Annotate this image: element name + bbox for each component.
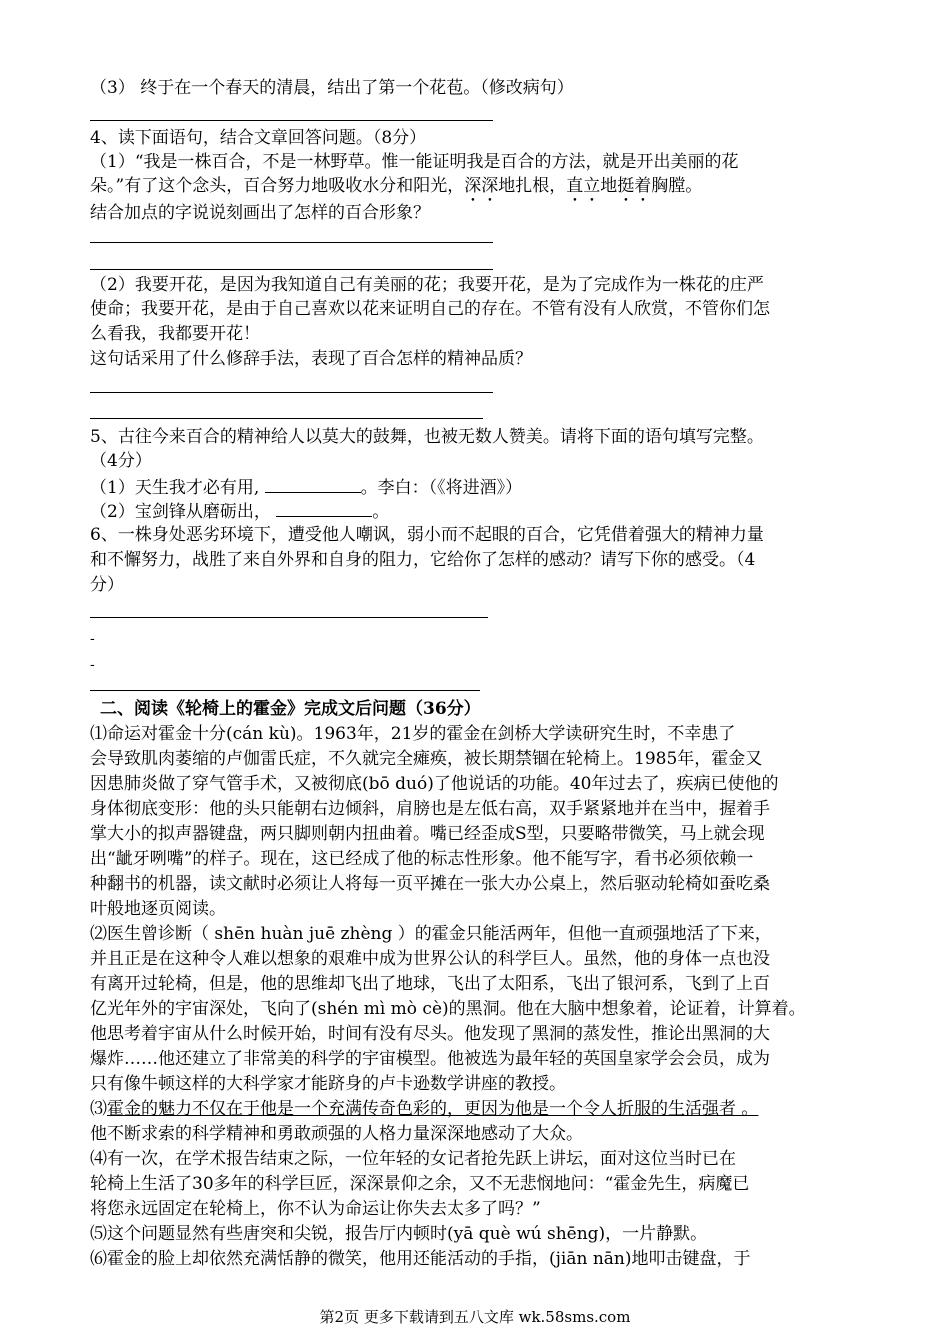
dotted-word: 深深 <box>464 176 499 196</box>
paragraph-1: 种翻书的机器，读文献时必须让人将每一页平摊在一张大办公桌上，然后驱动轮椅如蚕吃桑 <box>90 874 770 894</box>
underlined-sentence: 霍金的魅力不仅在于他是一个充满传奇色彩的，更因为他是一个令人折服的生活强者 。 <box>107 1099 759 1119</box>
paragraph-2: 爆炸……他还建立了非常美的科学的宇宙模型。他被选为最年轻的英国皇家学会会员，成为 <box>90 1049 770 1069</box>
q6-text: 和不懈努力，战胜了来自外界和自身的阻力，它给你了怎样的感动？请写下你的感受。（4 <box>90 550 756 570</box>
answer-line <box>90 242 493 243</box>
answer-line <box>90 120 493 121</box>
q4-1-text-part: 地 <box>600 176 618 196</box>
q4-1-text-part: 胸膛。 <box>651 176 703 196</box>
q4-1-text-cont <box>90 176 702 206</box>
paragraph-4: ⑷有一次，在学术报告结束之际，一位年轻的女记者抢先跃上讲坛，面对这位当时已在 <box>90 1149 736 1169</box>
dotted-word: 直立 <box>566 176 601 196</box>
paragraph-2: 只有像牛顿这样的大科学家才能跻身的卢卡逊数学讲座的教授。 <box>90 1074 566 1094</box>
q4-2-text: （2）我要开花，是因为我知道自己有美丽的花；我要开花，是为了完成作为一株花的庄严 <box>90 275 764 295</box>
q3-line: （3） 终于在一个春天的清晨，结出了第一个花苞。（修改病句） <box>90 78 574 98</box>
dotted-word: 挺着 <box>617 176 652 196</box>
paragraph-3 <box>90 1099 758 1119</box>
q4-1-text-part: 地扎根， <box>498 176 567 196</box>
dash-mark: - <box>90 657 95 673</box>
q5-1 <box>90 476 522 498</box>
paragraph-2: 并且正是在这种令人难以想象的艰难中成为世界公认的科学巨人。虽然，他的身体一点也没 <box>90 949 770 969</box>
paragraph-2: ⑵医生曾诊断（ shēn huàn juē zhèng ）的霍金只能活两年，但他一直顽强地活了下来， <box>90 924 772 944</box>
q5-heading: 5、古往今来百合的精神给人以莫大的鼓舞，也被无数人赞美。请将下面的语句填写完整。 <box>90 427 764 447</box>
q5-score: （4分） <box>90 451 152 471</box>
paragraph-1: 会导致肌肉萎缩的卢伽雷氏症，不久就完全瘫痪，被长期禁锢在轮椅上。1985年，霍金又 <box>90 749 763 769</box>
q5-2-end: 。 <box>372 502 390 522</box>
paragraph-4: 将您永远固定在轮椅上，你不认为命运让你失去太多了吗？” <box>90 1199 541 1219</box>
answer-line <box>90 617 488 618</box>
paragraph-6: ⑹霍金的脸上却依然充满恬静的微笑，他用还能活动的手指，(jiān nān)地叩击键盘，于 <box>90 1249 751 1269</box>
answer-line <box>90 392 493 393</box>
answer-line <box>90 690 480 691</box>
section2-heading: 二、阅读《轮椅上的霍金》完成文后问题（36分） <box>100 699 481 719</box>
paragraph-3-number: ⑶ <box>90 1099 107 1119</box>
q4-2-text: 么看我，我都要开花！ <box>90 324 260 344</box>
q5-1-prompt: （1）天生我才必有用, <box>90 478 265 498</box>
paragraph-1: 叶般地逐页阅读。 <box>90 899 226 919</box>
q6-text: 6、一株身处恶劣环境下，遭受他人嘲讽，弱小而不起眼的百合，它凭借着强大的精神力量 <box>90 525 764 545</box>
paragraph-2: 有离开过轮椅，但是，他的思维却飞出了地球，飞出了太阳系，飞出了银河系，飞到了上百 <box>90 974 770 994</box>
q4-1-text: （1）“我是一株百合，不是一林野草。惟一能证明我是百合的方法，就是开出美丽的花 <box>90 152 739 172</box>
dash-mark: - <box>90 631 95 647</box>
paragraph-5: ⑸这个问题显然有些唐突和尖锐，报告厅内顿时(yā què wú shēng)，一片静默。 <box>90 1224 708 1244</box>
fill-blank[interactable] <box>276 500 372 517</box>
paragraph-1: 出“龇牙咧嘴”的样子。现在，这已经成了他的标志性形象。他不能写字，看书必须依赖一 <box>90 849 754 869</box>
q5-2-prompt: （2）宝剑锋从磨砺出， <box>90 502 277 522</box>
paragraph-4: 轮椅上生活了30多年的科学巨匠，深深景仰之余，又不无悲悯地问：“霍金先生，病魔已 <box>90 1174 750 1194</box>
q4-1-text-part: 朵。”有了这个念头，百合努力地吸收水分和阳光， <box>90 176 465 196</box>
paragraph-2: 他思考着宇宙从什么时候开始，时间有没有尽头。他发现了黑洞的蒸发性，推论出黑洞的大 <box>90 1024 770 1044</box>
page-footer: 第2页 更多下载请到五八文库 wk.58sms.com <box>319 1308 631 1326</box>
paragraph-3: 他不断求索的科学精神和勇敢顽强的人格力量深深地感动了大众。 <box>90 1124 583 1144</box>
paragraph-1: 因患肺炎做了穿气管手术，又被彻底(bō duó)了他说话的功能。40年过去了，疾病已使他的 <box>90 774 779 794</box>
answer-line <box>90 269 493 270</box>
q5-1-source: 。李白：（《将进酒》） <box>360 478 523 498</box>
q4-2-question: 这句话采用了什么修辞手法，表现了百合怎样的精神品质？ <box>90 349 532 369</box>
q5-2 <box>90 500 389 522</box>
q4-1-question: 结合加点的字说说刻画出了怎样的百合形象？ <box>90 203 430 223</box>
q6-text: 分） <box>90 575 124 595</box>
q4-2-text: 使命；我要开花，是由于自己喜欢以花来证明自己的存在。不管有没有人欣赏，不管你们怎 <box>90 299 770 319</box>
q4-heading: 4、读下面语句，结合文章回答问题。（8分） <box>90 128 427 148</box>
answer-line <box>90 418 483 419</box>
paragraph-2: 亿光年外的宇宙深处，飞向了(shén mì mò cè)的黑洞。他在大脑中想象着，论证着，计算着。 <box>90 999 806 1019</box>
paragraph-1: 掌大小的拟声器键盘，两只脚则朝内扭曲着。嘴已经歪成S型，只要略带微笑，马上就会现 <box>90 824 765 844</box>
paragraph-1: 身体彻底变形：他的头只能朝右边倾斜，肩膀也是左低右高，双手紧紧地并在当中，握着手 <box>90 799 770 819</box>
fill-blank[interactable] <box>265 476 361 493</box>
paragraph-1: ⑴命运对霍金十分(cán kù)。1963年，21岁的霍金在剑桥大学读研究生时，不幸患了 <box>90 724 736 744</box>
